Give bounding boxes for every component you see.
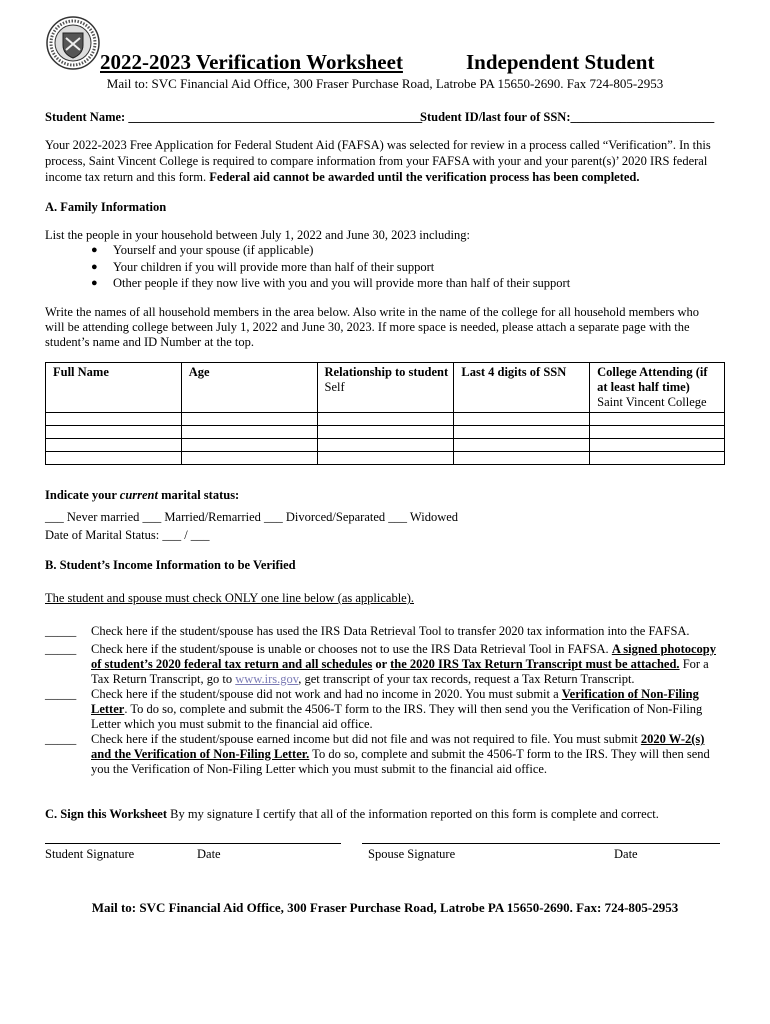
table-header-row	[46, 363, 725, 413]
spouse-signature-label: Spouse Signature	[368, 847, 456, 861]
option-emphasis: the 2020 IRS Tax Return Transcript must be attached.	[390, 657, 680, 671]
col-college	[590, 363, 725, 413]
option-irs-drt: Check here if the student/spouse has used the IRS Data Retrieval Tool to transfer 2020 tax information into the FAFSA.	[91, 624, 690, 638]
option-text: Tax Return Transcript, go to	[91, 672, 236, 686]
instructions-line: will be attending college between July 1, 2022 and June 30, 2023. If more space is needed, please attach a separate page with the	[45, 320, 690, 334]
intro-line-2: process, Saint Vincent College is required to compare information from your FAFSA with your and your parent(s)’ 2020 IRS federal	[45, 154, 708, 168]
option-no-income-line-3: Letter which you must submit to the financial aid office.	[91, 717, 373, 731]
option-text: Check here if the student/spouse did not work and had no income in 2020. You must submit a	[91, 687, 562, 701]
section-b-instruction: The student and spouse must check ONLY one line below (as applicable).	[45, 591, 415, 605]
bullet-icon: ●	[91, 244, 98, 256]
option-tax-return	[91, 642, 716, 657]
student-date-label: Date	[197, 847, 221, 861]
header-label: Full Name	[53, 365, 109, 379]
option-emphasis: 2020 W-2(s)	[640, 732, 705, 746]
title-student-type: Independent Student	[466, 50, 655, 74]
header-label: College Attending (if at least half time)	[597, 365, 708, 394]
option-text: , get transcript of your tax records, request a Tax Return Transcript.	[298, 672, 635, 686]
option-text: For a	[679, 657, 709, 671]
intro-line-3	[45, 170, 640, 185]
checkbox-line-1[interactable]: _____	[45, 624, 77, 638]
marital-status-label	[45, 488, 239, 503]
worksheet-title	[100, 50, 680, 75]
option-emphasis: A signed photocopy	[611, 642, 717, 656]
bullet-icon: ●	[91, 261, 98, 273]
household-table	[45, 362, 725, 465]
option-earned-no-file-line-2	[91, 747, 710, 762]
option-no-income	[91, 687, 699, 702]
section-a-heading: A. Family Information	[45, 200, 167, 214]
intro-line-3-text: income tax return and this form.	[45, 170, 210, 184]
option-text: Check here if the student/spouse is unable or chooses not to use the IRS Data Retrieval Tool in FAFSA.	[91, 642, 612, 656]
option-text: Check here if the student/spouse earned income but did not file and was not required to file. You must submit	[91, 732, 641, 746]
table-row[interactable]	[46, 452, 725, 465]
header-label: Last 4 digits of SSN	[461, 365, 567, 379]
section-b-heading: B. Student’s Income Information to be Verified	[45, 558, 296, 572]
certification-text: By my signature I certify that all of the information reported on this form is complete and correct.	[167, 807, 659, 821]
mail-address-top: Mail to: SVC Financial Aid Office, 300 Fraser Purchase Road, Latrobe PA 15650-2690. Fax 724-805-2953	[106, 76, 664, 91]
table-row[interactable]	[46, 413, 725, 426]
option-emphasis: Letter	[91, 702, 125, 716]
student-name-field: Student Name: _______________________________________________	[45, 110, 423, 124]
bullet-item: Yourself and your spouse (if applicable)	[113, 243, 314, 257]
bullet-item: Other people if they now live with you and you will provide more than half of their support	[113, 276, 571, 290]
self-value: Self	[324, 380, 345, 394]
option-text: To do so, complete and submit the 4506-T form to the IRS. They will then send	[309, 747, 710, 761]
option-earned-no-file	[91, 732, 704, 747]
student-signature-label: Student Signature	[45, 847, 135, 861]
checkbox-line-4[interactable]: _____	[45, 732, 77, 746]
option-text: . To do so, complete and submit the 4506-T form to the IRS. They will then send you the Verification of Non-Filing	[124, 702, 703, 716]
table-row[interactable]	[46, 439, 725, 452]
col-relationship	[317, 363, 454, 413]
college-seal-logo	[46, 16, 100, 70]
option-emphasis: of student’s 2020 federal tax return and all schedules	[91, 657, 373, 671]
checkbox-line-2[interactable]: _____	[45, 642, 77, 656]
option-emphasis: Verification of Non-Filing	[561, 687, 699, 701]
header-label: Relationship to student	[324, 365, 449, 379]
irs-link[interactable]: www.irs.gov	[235, 672, 299, 686]
intro-line-1: Your 2022-2023 Free Application for Federal Student Aid (FAFSA) was selected for review in a process called “Verification”. In this	[45, 138, 711, 152]
col-full-name	[46, 363, 182, 413]
option-no-income-line-2	[91, 702, 702, 717]
title-text: 2022-2023 Verification Worksheet	[100, 50, 403, 74]
student-id-field: Student ID/last four of SSN:_______________________	[420, 110, 715, 124]
spouse-date-label: Date	[614, 847, 638, 861]
section-c	[45, 807, 659, 822]
instructions-line: student’s name and ID Number at the top.	[45, 335, 254, 349]
option-emphasis: or	[372, 657, 391, 671]
marital-date[interactable]: Date of Marital Status: ___ / ___	[45, 528, 210, 542]
option-tax-return-line-2	[91, 657, 709, 672]
spouse-signature-line[interactable]	[362, 843, 720, 844]
col-age	[181, 363, 317, 413]
federal-aid-warning: Federal aid cannot be awarded until the verification process has been completed.	[209, 170, 640, 184]
marital-options[interactable]: ___ Never married ___ Married/Remarried ___ Divorced/Separated ___ Widowed	[45, 510, 459, 524]
student-signature-line[interactable]	[45, 843, 341, 844]
instructions-line: Write the names of all household members in the area below. Also write in the name of the college for all household members who	[45, 305, 700, 319]
college-value: Saint Vincent College	[597, 395, 707, 409]
section-c-heading: C. Sign this Worksheet	[45, 807, 168, 821]
bullet-icon: ●	[91, 277, 98, 289]
option-tax-return-line-3	[91, 672, 635, 687]
label-emphasis: current	[119, 488, 158, 502]
household-list-intro: List the people in your household between July 1, 2022 and June 30, 2023 including:	[45, 228, 470, 242]
label-text: Indicate your	[45, 488, 120, 502]
option-earned-no-file-line-3: you the Verification of Non-Filing Letter which you must submit to the financial aid office.	[91, 762, 548, 776]
table-row[interactable]	[46, 426, 725, 439]
label-text: marital status:	[157, 488, 240, 502]
header-label: Age	[188, 365, 210, 379]
bullet-item: Your children if you will provide more than half of their support	[113, 260, 435, 274]
col-ssn	[454, 363, 590, 413]
option-emphasis: and the Verification of Non-Filing Letter.	[91, 747, 310, 761]
checkbox-line-3[interactable]: _____	[45, 687, 77, 701]
mail-address-footer: Mail to: SVC Financial Aid Office, 300 Fraser Purchase Road, Latrobe PA 15650-2690. Fax: 724-805-2953	[91, 900, 679, 915]
